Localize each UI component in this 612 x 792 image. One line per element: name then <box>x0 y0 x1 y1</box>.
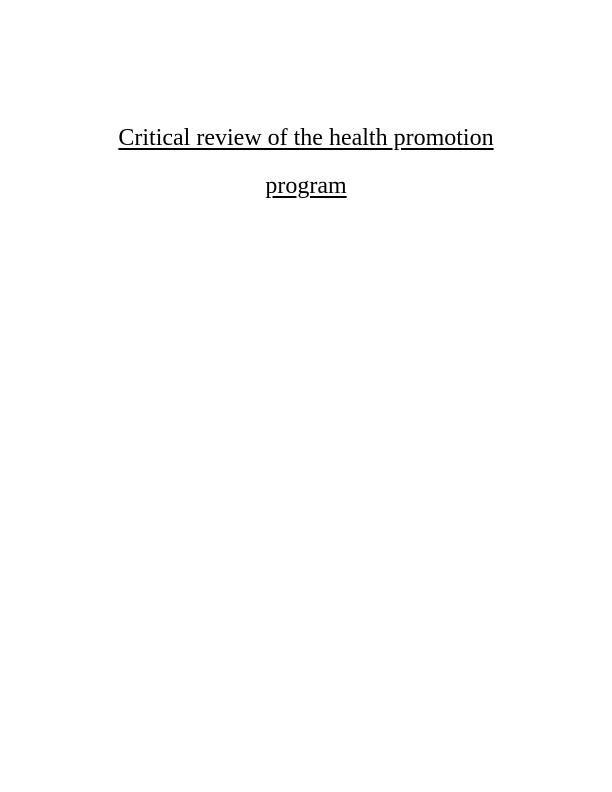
document-title-line-2: program <box>265 173 347 199</box>
document-title-line-1: Critical review of the health promotion <box>118 125 494 151</box>
document-title <box>0 0 612 210</box>
